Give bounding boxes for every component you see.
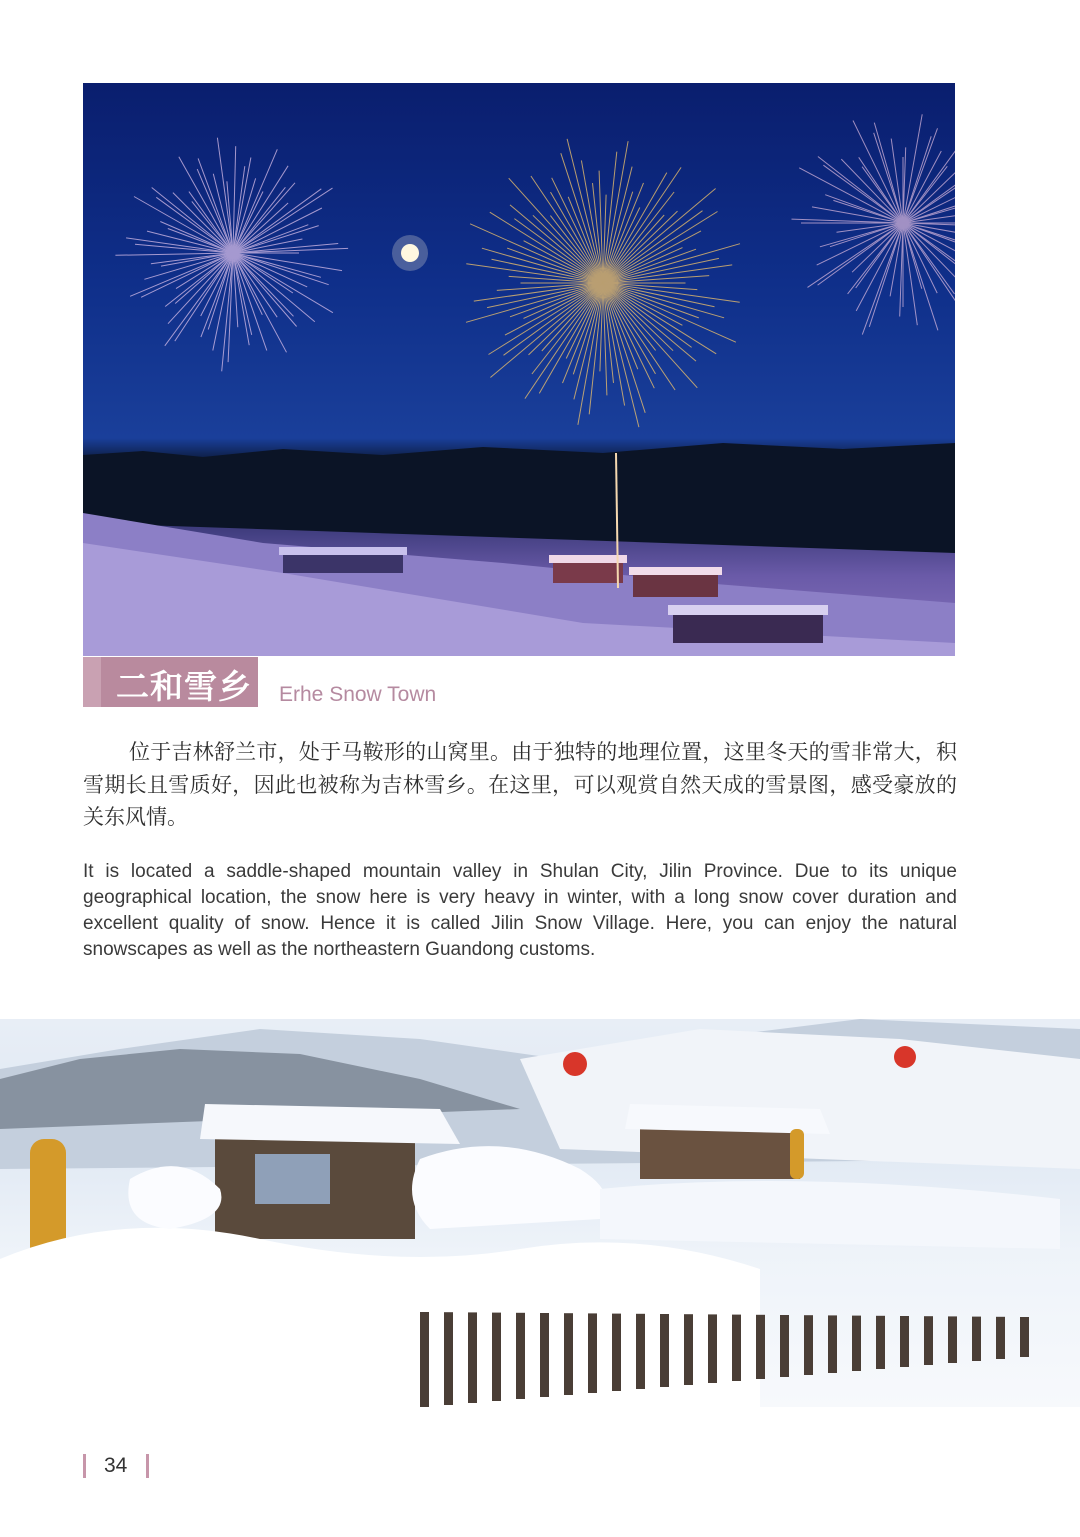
photo-fireworks-night (83, 83, 955, 656)
page-number-right-bar (146, 1454, 149, 1478)
page-number: 34 (104, 1454, 128, 1477)
section-title-cn: 二和雪乡 (116, 667, 252, 706)
paragraph-en: It is located a saddle-shaped mountain valley in Shulan City, Jilin Province. Due to its unique geographical location, the snow here is very heavy in winter, with a long snow cover duration and excellent quality of snow. Hence it is called Jilin Snow Village. Here, you can enjoy the natural snowscapes as well as the northeastern Guandong customs. (83, 861, 957, 960)
paragraph-cn: 位于吉林舒兰市，处于马鞍形的山窝里。由于独特的地理位置，这里冬天的雪非常大，积雪期长且雪质好，因此也被称为吉林雪乡。在这里，可以观赏自然天成的雪景图，感受豪放的关东风情。 (83, 740, 957, 829)
photo-snow-village (0, 1019, 1080, 1407)
section-title-en: Erhe Snow Town (279, 683, 437, 706)
page-number-left-bar (83, 1454, 86, 1478)
